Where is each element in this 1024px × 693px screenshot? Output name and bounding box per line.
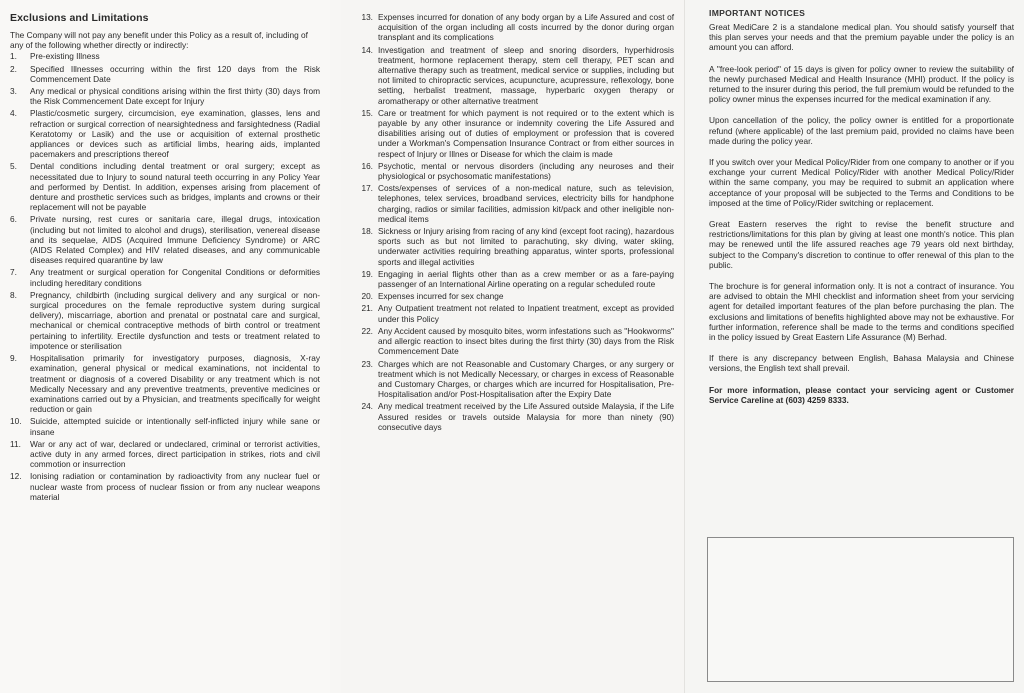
notices-title: IMPORTANT NOTICES [709, 8, 806, 18]
exclusion-item [10, 416, 320, 436]
exclusion-item-number: 2. [10, 63, 17, 74]
exclusion-item [355, 183, 674, 224]
exclusion-item-text: War or any act of war, declared or undeclared, criminal or terrorist activities, active duty in any armed forces, direct participation in strikes, riots and civil commotion or insurrection [30, 438, 320, 470]
notice-paragraph: Great Eastern reserves the right to revise the benefit structure and restrictions/limitations for this plan by giving at least one month's notice. This plan may be renewed until the life assured reaches age 79 years old next birthday, subject to the Company's discretion to continue to offer renewal of this plan to the public. [709, 219, 1014, 270]
notice-paragraph: Upon cancellation of the policy, the policy owner is entitled for a proportionate refund (where applicable) of the last premium paid, provided no claims have been made during the policy year. [709, 115, 1014, 146]
exclusion-item-number: 10. [10, 416, 22, 427]
exclusion-item-number: 21. [361, 303, 373, 314]
exclusion-item [355, 401, 674, 432]
exclusion-item-text: Psychotic, mental or nervous disorders (including any neuroses and their physiological or psychosomatic manifestations) [378, 160, 674, 182]
contact-info: For more information, please contact your servicing agent or Customer Service Careline at (603) 4259 8333. [709, 384, 1014, 405]
exclusion-item-number: 14. [361, 44, 373, 55]
exclusion-item-text: Sickness or Injury arising from racing of any kind (except foot racing), hazardous sports such as but not limited to parachuting, sky diving, water skiing, underwater activities requiring breathing apparatus, winter sports, professional sports and illegal activities [378, 226, 674, 267]
notice-paragraph: If there is any discrepancy between English, Bahasa Malaysia and Chinese versions, the English text shall prevail. [709, 353, 1014, 374]
exclusion-item-number: 7. [10, 267, 17, 278]
exclusion-item [10, 267, 320, 287]
exclusion-item-number: 22. [361, 325, 373, 336]
exclusion-item [10, 214, 320, 265]
exclusions-column-middle [341, 0, 684, 693]
exclusion-item [355, 226, 674, 267]
exclusion-item [355, 303, 674, 323]
exclusion-item-text: Costs/expenses of services of a non-medical nature, such as television, telephones, telex services, broadband services, electricity bills for handphone charging, radios or similar facilities, admission kit/pack and other ineligible non-medical items [378, 183, 674, 224]
exclusion-item-number: 20. [361, 291, 373, 302]
exclusion-item-text: Any medical treatment received by the Life Assured outside Malaysia, if the Life Assured resides or travels outside Malaysia for more than ninety (90) consecutive days [378, 401, 674, 432]
exclusion-item-text: Ionising radiation or contamination by radioactivity from any nuclear fuel or nuclear waste from process of nuclear fission or from any nuclear weapons material [30, 471, 320, 502]
exclusion-item-text: Suicide, attempted suicide or intentionally self-inflicted injury while sane or insane [30, 416, 320, 437]
exclusion-item-number: 9. [10, 353, 17, 364]
exclusion-item [355, 161, 674, 181]
exclusion-item-number: 3. [10, 86, 17, 97]
exclusion-item-number: 5. [10, 161, 17, 172]
exclusion-item-number: 18. [361, 226, 373, 237]
exclusion-item [10, 471, 320, 502]
exclusion-item-text: Pre-existing Illness [30, 51, 100, 62]
notices-body [709, 22, 1014, 374]
exclusion-item-number: 1. [10, 51, 17, 62]
exclusion-item-number: 12. [10, 471, 22, 482]
notice-paragraph: Great MediCare 2 is a standalone medical plan. You should satisfy yourself that this plan serves your needs and that the premium payable under the policy is an amount you can afford. [709, 22, 1014, 53]
exclusion-item-text: Any Accident caused by mosquito bites, worm infestations such as "Hookworms" and allergic reaction to insect bites during the first thirty (30) days from the Risk Commencement Date [378, 325, 674, 357]
exclusion-item-text: Investigation and treatment of sleep and snoring disorders, hyperhidrosis treatment, hormone replacement therapy, stem cell therapy, PET scan and alternative therapy such as treatment, medical service or supplies, including but not limited to chiropractic services, acupuncture, acupressure, reflexology, bone setting, herbalist treatment, massage, hyperbaric oxygen therapy or aromatherapy or other alternative treatment [378, 44, 674, 106]
exclusion-item-number: 19. [361, 268, 373, 279]
exclusion-item-text: Private nursing, rest cures or sanitaria care, illegal drugs, intoxication (including but not limited to alcohol and drugs), sterilisation, venereal disease and its sequelae, AIDS (Acquired Immune Deficiency Syndrome) or ARC (AIDS Related Complex) and HIV related diseases, and any communicable diseases required quarantine by law [30, 214, 320, 266]
exclusion-item [10, 64, 320, 84]
exclusion-item-text: Specified Illnesses occurring within the first 120 days from the Risk Commencement Date [30, 63, 320, 84]
exclusion-item-number: 17. [361, 183, 373, 194]
exclusion-item-text: Expenses incurred for sex change [378, 291, 504, 302]
notice-paragraph: If you switch over your Medical Policy/Rider from one company to another or if you exchange your current Medical Policy/Rider with another Medical Policy/Rider within the same company, you may be required to submit an application where acceptance of your proposal will be subjected to the Terms and Conditions to be imposed at the time of Policy/Rider switching or replacement. [709, 157, 1014, 208]
exclusion-item-text: Plastic/cosmetic surgery, circumcision, eye examination, glasses, lens and refraction or surgical correction of nearsightedness and farsightedness (Radial Keratotomy or Lasik) and the use or acquisition of external prosthetic appliances or devices such as artificial limbs, hearing aids, implanted pacemakers and prescriptions thereof [30, 108, 320, 160]
exclusion-item-number: 23. [361, 358, 373, 369]
exclusion-item [10, 353, 320, 414]
exclusion-item-text: Any treatment or surgical operation for Congenital Conditions or deformities including hereditary conditions [30, 267, 320, 288]
exclusion-item-number: 4. [10, 108, 17, 119]
exclusion-item-text: Dental conditions including dental treatment or oral surgery; except as necessitated due to Injury to sound natural teeth occurring in any Policy Year and performed by Dentist. In addition, expenses arising from placement of denture and prosthetic services such as bridges, implants and crowns or their replacement will not be payable [30, 161, 320, 213]
exclusion-item-number: 8. [10, 289, 17, 300]
exclusion-item-text: Charges which are not Reasonable and Customary Charges, or any surgery or treatment which is not Medically Necessary, or charges in excess of Reasonable and Customary Charges, or charges which are incurred for Hospitalisation, Pre-Hospitalisation and/or Post-Hospitalisation after the Expiry Date [378, 358, 674, 400]
exclusion-item [10, 86, 320, 106]
exclusion-item [355, 12, 674, 43]
exclusion-item [355, 359, 674, 400]
exclusion-item [355, 269, 674, 289]
notice-paragraph: A "free-look period" of 15 days is given for policy owner to review the suitability of the newly purchased Medical and Health Insurance (MHI) product. If the policy is returned to the insurer during this period, the full premium would be refunded to the policy owner minus the expenses incurred for the medical examination if any. [709, 63, 1014, 105]
exclusion-item [10, 439, 320, 470]
exclusion-item-text: Engaging in aerial flights other than as a crew member or as a fare-paying passenger of an International Airline operating on a regular scheduled route [378, 268, 674, 290]
exclusion-item-number: 24. [361, 401, 373, 412]
exclusion-item [355, 291, 674, 301]
exclusion-item-text: Care or treatment for which payment is not required or to the extent which is payable by any other insurance or indemnity covering the Life Assured and disabilities arising out of duties of employment or profession that is covered under a Workman's Compensation Insurance Contract or from either sources in respect of Injury or Illnes or Disease for which the claim is made [378, 107, 674, 159]
exclusions-list-2 [355, 12, 674, 432]
exclusion-item-text: Any medical or physical conditions arising within the first thirty (30) days from the Risk Commencement Date except for Injury [30, 86, 320, 107]
notice-paragraph: The brochure is for general information only. It is not a contract of insurance. You are advised to obtain the MHI checklist and information sheet from your servicing agent for detailed important features of the plan before purchasing the plan. The exclusions and limitations of benefits highlighted above may not be exhaustive. For further information, reference shall be made to the terms and conditions specified in the policy issued by Great Eastern Life Assurance (M) Berhad. [709, 281, 1014, 343]
exclusion-item-text: Hospitalisation primarily for investigatory purposes, diagnosis, X-ray examination, general physical or medical examinations, not incidental to treatment or diagnosis of a covered Disability or any treatment which is not Medically Necessary and any preventive treatments, preventive medicines or examinations carried out by a Physician, and treatments specifically for weight reduction or gain [30, 353, 320, 415]
exclusion-item-number: 6. [10, 214, 17, 225]
exclusions-heading: Exclusions and Limitations [10, 12, 149, 24]
exclusion-item-text: Pregnancy, childbirth (including surgical delivery and any surgical or non-surgical procedures on the female reproductive system during surgical delivery), miscarriage, abortion and prenatal or postnatal care and surgical, mechanical or chemical contraceptive methods of birth control or treatment pertaining to infertility. Erectile dysfunction and tests or treatment related to impotence or sterilisation [30, 289, 320, 351]
exclusion-item [10, 108, 320, 159]
exclusion-item-number: 13. [361, 12, 373, 22]
exclusion-item [10, 161, 320, 212]
exclusions-list-1 [10, 51, 320, 502]
exclusion-item-number: 11. [10, 438, 21, 449]
exclusion-item-number: 15. [361, 107, 373, 118]
exclusion-item [10, 290, 320, 351]
exclusions-intro: The Company will not pay any benefit under this Policy as a result of, including of any of the following whether directly or indirectly: [10, 30, 308, 51]
exclusions-column-left [0, 0, 330, 693]
exclusion-item [355, 326, 674, 357]
exclusion-item [355, 108, 674, 159]
exclusion-item-text: Any Outpatient treatment not related to Inpatient treatment, except as provided under this Policy [378, 303, 674, 324]
agent-stamp-box [707, 537, 1014, 682]
exclusion-item-number: 16. [361, 160, 373, 171]
exclusion-item [355, 45, 674, 106]
exclusion-item-text: Expenses incurred for donation of any body organ by a Life Assured and cost of acquisition of the organ including all costs incurred by the donor during organ transplant and its complications [378, 12, 674, 43]
exclusion-item [10, 51, 320, 61]
